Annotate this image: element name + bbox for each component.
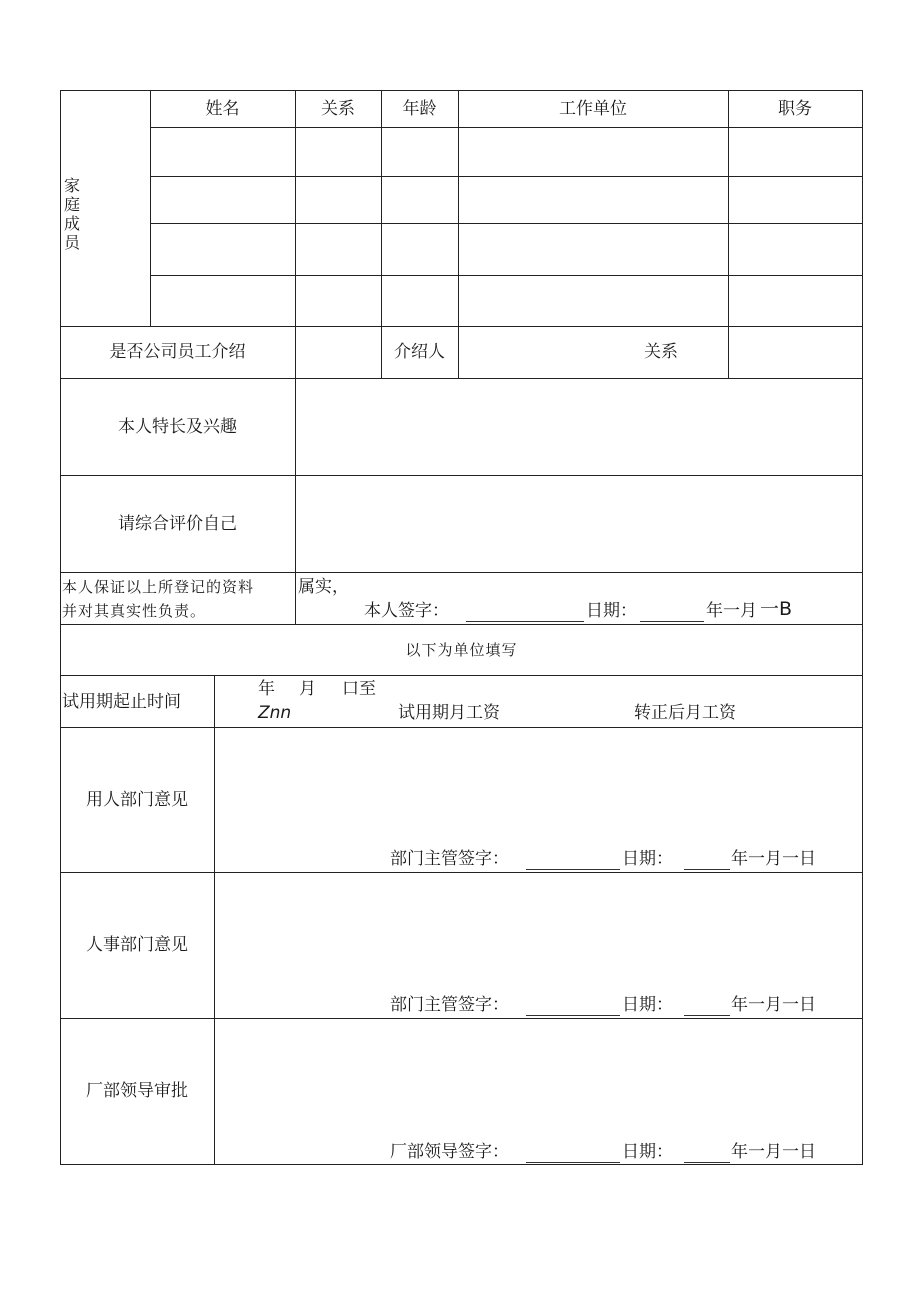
dept-sign-line [526, 869, 620, 870]
col-line [728, 90, 729, 378]
family-label-char: 家 [63, 176, 80, 195]
signature-label: 本人签字： [364, 601, 449, 621]
frame-bottom [60, 1164, 863, 1165]
hr-sign-line [526, 1015, 620, 1016]
header-age: 年龄 [402, 99, 437, 119]
row-line [60, 475, 863, 476]
leader-date-line [684, 1162, 730, 1163]
frame-top [60, 90, 863, 91]
leader-date-tail: 年一月一日 [731, 1142, 816, 1162]
unit-section-title: 以下为单位填写 [405, 641, 518, 659]
col-line [381, 90, 382, 378]
row-line [150, 223, 862, 224]
skills-label: 本人特长及兴趣 [118, 417, 237, 437]
declaration-date-line [640, 621, 704, 622]
row-line [150, 176, 862, 177]
dept-date-label: 日期： [622, 849, 673, 869]
hr-date-tail: 年一月一日 [731, 995, 816, 1015]
hr-sign-label: 部门主管签字： [390, 995, 509, 1015]
row-line [60, 872, 863, 873]
row-line [60, 727, 863, 728]
col-line [150, 90, 151, 326]
family-section-label [62, 176, 82, 252]
header-employer: 工作单位 [559, 99, 627, 119]
signature-line [466, 621, 584, 622]
self-eval-label: 请综合评价自己 [118, 514, 237, 534]
col-line [295, 572, 296, 624]
declaration-date-label: 日期： [586, 601, 637, 621]
frame-right [862, 90, 863, 1165]
row-line [60, 675, 863, 676]
declaration-year-month: 年一月 [706, 601, 757, 621]
row-line [60, 1018, 863, 1019]
dept-date-line [684, 869, 730, 870]
col-line [214, 675, 215, 1165]
hr-opinion-label: 人事部门意见 [86, 935, 188, 955]
row-line [150, 127, 862, 128]
header-relation: 关系 [321, 99, 355, 119]
dept-date-tail: 年一月一日 [731, 849, 816, 869]
dept-opinion-label: 用人部门意见 [86, 790, 188, 810]
row-line [150, 275, 862, 276]
hr-date-label: 日期： [622, 995, 673, 1015]
dept-sign-label: 部门主管签字： [390, 849, 509, 869]
family-label-char: 员 [63, 233, 80, 252]
hr-date-line [684, 1015, 730, 1016]
probation-label: 试用期起止时间 [62, 692, 181, 712]
header-position: 职务 [778, 99, 812, 119]
family-label-char: 成 [63, 214, 80, 233]
referral-relation-label: 关系 [644, 342, 678, 362]
row-line [60, 572, 863, 573]
regular-salary-label: 转正后月工资 [634, 703, 736, 723]
declaration-line2: 并对其真实性负责。 [62, 602, 207, 620]
introducer-label: 介绍人 [394, 342, 445, 362]
referral-label: 是否公司员工介绍 [109, 342, 246, 362]
header-name: 姓名 [205, 99, 240, 119]
probation-year: 年 [258, 679, 275, 699]
leader-approval-label: 厂部领导审批 [86, 1081, 188, 1101]
leader-date-label: 日期： [622, 1142, 673, 1162]
probation-salary-label: 试用期月工资 [398, 703, 500, 723]
probation-to: 口至 [342, 679, 376, 699]
family-label-char: 庭 [63, 195, 80, 214]
declaration-line1: 本人保证以上所登记的资料 [62, 578, 255, 596]
leader-sign-label: 厂部领导签字： [390, 1142, 509, 1162]
leader-sign-line [526, 1162, 620, 1163]
col-line [458, 90, 459, 378]
row-line [60, 624, 863, 625]
declaration-cont: 属实， [298, 577, 349, 597]
frame-left [60, 90, 61, 1165]
probation-month: 月 [299, 679, 316, 699]
probation-garble: Znn [258, 703, 292, 723]
row-line [60, 326, 863, 327]
declaration-day-mark: 一B [760, 598, 793, 620]
col-line [295, 90, 296, 572]
row-line [60, 378, 863, 379]
